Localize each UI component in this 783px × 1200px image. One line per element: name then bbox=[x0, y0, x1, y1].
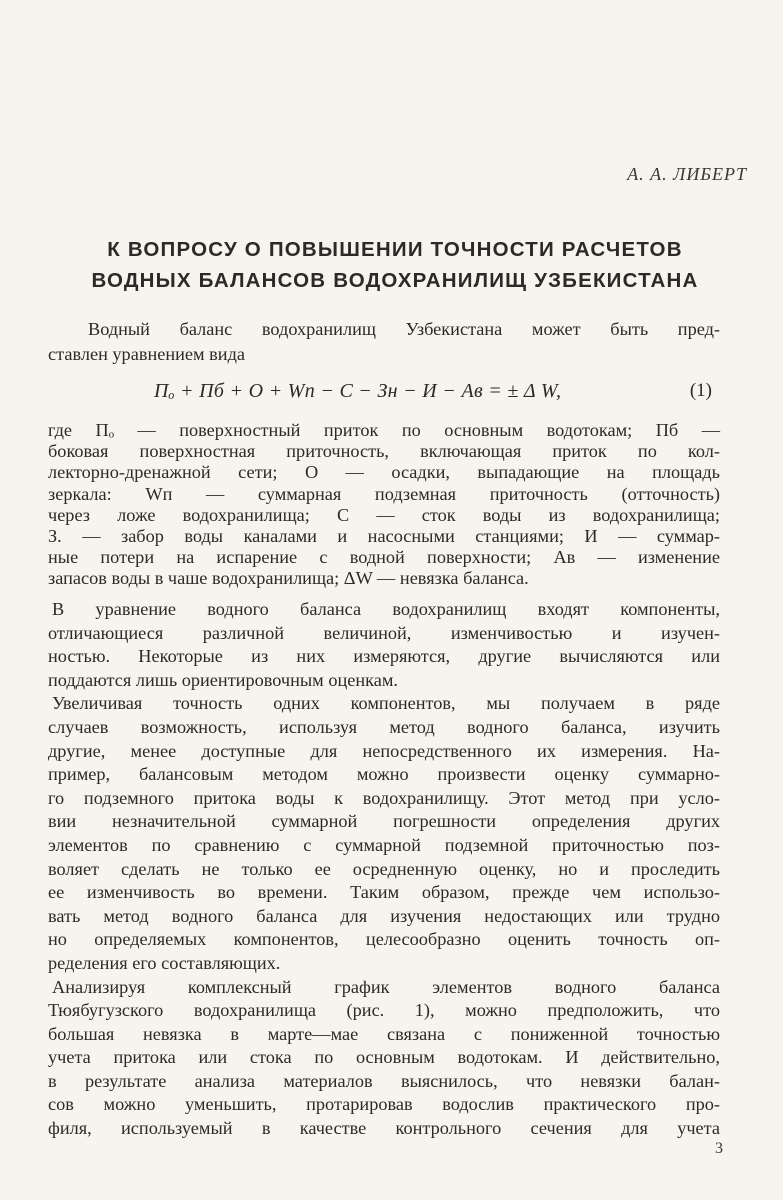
definition-line: зеркала: Wп — суммарная подземная приточность (отточность) bbox=[48, 483, 720, 504]
author-name: А. А. ЛИБЕРТ bbox=[627, 164, 747, 184]
body-line: В уравнение водного баланса водохранилищ входят компоненты, bbox=[52, 599, 720, 619]
body-line: вии незначительной суммарной погрешности определения других bbox=[48, 811, 720, 832]
body-line: сов можно уменьшить, протарировав водослив практического про- bbox=[48, 1094, 720, 1115]
equation-number: (1) bbox=[689, 380, 712, 401]
page-number: 3 bbox=[715, 1140, 723, 1157]
body-line: случаев возможность, используя метод водного баланса, изучить bbox=[48, 716, 720, 737]
body-line: ределения его составляющих. bbox=[48, 952, 281, 973]
definition-line: запасов воды в чаше водохранилища; ΔW — невязка баланса. bbox=[48, 568, 529, 589]
body-line: поддаются лишь ориентировочным оценкам. bbox=[48, 669, 398, 690]
body-line: учета притока или стока по основным водотокам. И действительно, bbox=[48, 1047, 720, 1068]
body-line: пример, балансовым методом можно произвести оценку суммарно- bbox=[48, 764, 720, 785]
body-line: го подземного притока воды к водохранилищу. Этот метод при усло- bbox=[48, 787, 720, 808]
body-line: Увеличивая точность одних компонентов, мы получаем в ряде bbox=[52, 693, 720, 714]
body-line: элементов по сравнению с суммарной подземной приточностью поз- bbox=[48, 834, 720, 855]
body-line: но определяемых компонентов, целесообразно оценить точность оп- bbox=[48, 929, 720, 950]
body-line: в результате анализа материалов выяснилось, что невязки балан- bbox=[48, 1070, 720, 1091]
body-line: воляет сделать не только ее осредненную оценку, но и проследить bbox=[48, 858, 720, 879]
body-line: ее изменчивость во времени. Таким образом, прежде чем использо- bbox=[48, 882, 720, 903]
body-line: другие, менее доступные для непосредственного их измерения. На- bbox=[48, 740, 720, 761]
intro-line-2: ставлен уравнением вида bbox=[48, 344, 245, 364]
definition-line: З. — забор воды каналами и насосными станциями; И — суммар- bbox=[48, 526, 720, 547]
balance-equation bbox=[48, 378, 712, 410]
definition-line: через ложе водохранилища; С — сток воды из водохранилища; bbox=[48, 504, 720, 525]
body-text bbox=[48, 598, 720, 1141]
body-line: филя, используемый в качестве контрольного сечения для учета bbox=[48, 1118, 720, 1139]
body-line: Тюябугузского водохранилища (рис. 1), можно предположить, что bbox=[48, 1000, 720, 1021]
body-line: большая невязка в марте—мае связана с пониженной точностью bbox=[48, 1023, 720, 1044]
intro-paragraph bbox=[48, 317, 720, 367]
body-line: ностью. Некоторые из них измеряются, другие вычисляются или bbox=[48, 646, 720, 667]
equation-formula: Пₒ + Пб + О + Wп − С − Зн − И − Ав = ± Δ W, bbox=[154, 380, 562, 402]
definition-line: боковая поверхностная приточность, включающая приток по кол- bbox=[48, 441, 720, 462]
definition-line: где Пₒ — поверхностный приток по основным водотокам; Пб — bbox=[48, 420, 720, 440]
definitions-paragraph bbox=[48, 420, 720, 590]
body-line: Анализируя комплексный график элементов водного баланса bbox=[52, 976, 720, 997]
body-line: отличающиеся различной величиной, изменчивостью и изучен- bbox=[48, 622, 720, 643]
definition-line: лекторно-дренажной сети; О — осадки, выпадающие на площадь bbox=[48, 462, 720, 483]
title-line-2: ВОДНЫХ БАЛАНСОВ ВОДОХРАНИЛИЩ УЗБЕКИСТАНА bbox=[91, 269, 699, 292]
definition-line: ные потери на испарение с водной поверхности; Ав — изменение bbox=[48, 547, 720, 568]
intro-line-1: Водный баланс водохранилищ Узбекистана может быть пред- bbox=[88, 319, 720, 339]
article-title bbox=[40, 234, 750, 296]
body-line: вать метод водного баланса для изучения недостающих или трудно bbox=[48, 905, 720, 926]
title-line-1: К ВОПРОСУ О ПОВЫШЕНИИ ТОЧНОСТИ РАСЧЕТОВ bbox=[107, 238, 683, 261]
